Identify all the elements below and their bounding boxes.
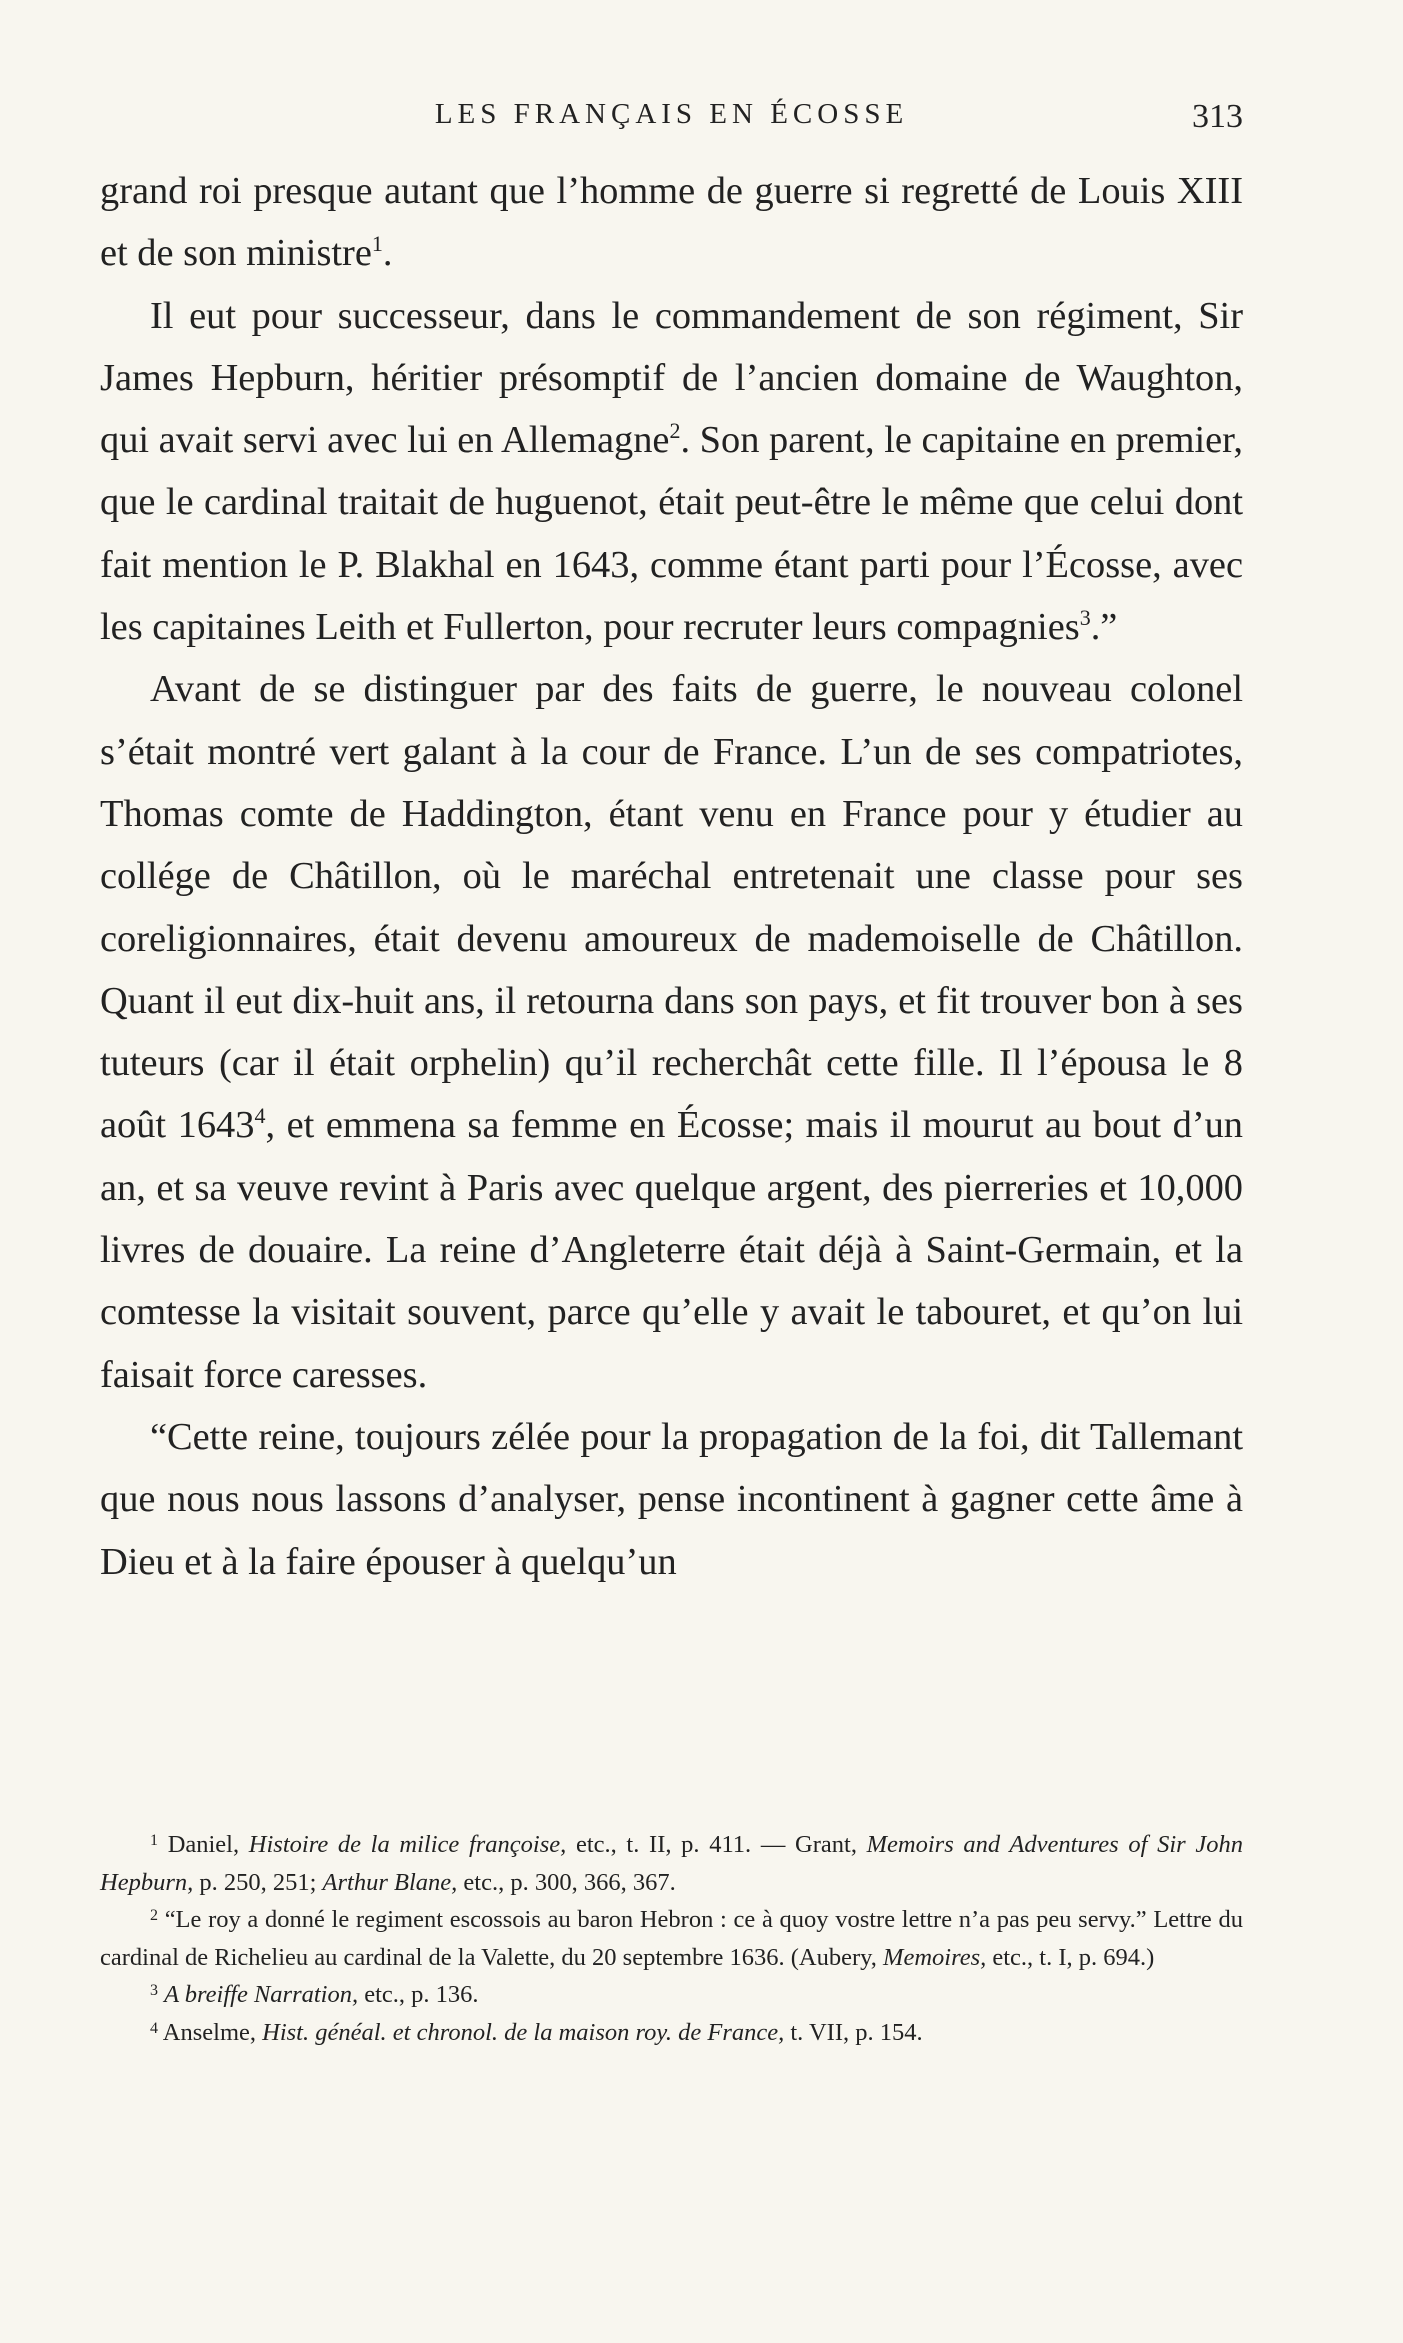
paragraph-text: “Cette reine, toujours zélée pour la propagation de la foi, dit Tallemant que nous nous lassons d’analyser, pense incontinent à gagner cette âme à Dieu et à la faire épouser à quelqu’un — [100, 1415, 1243, 1583]
paragraph — [100, 160, 1243, 285]
paragraph-text: Avant de se distinguer par des faits de guerre, le nouveau colonel s’était montré vert galant à la cour de France. L’un de ses compatriotes, Thomas comte de Haddington, étant venu en France pour y étudier au collége de Châtillon, où le maréchal entretenait une classe pour ses coreligionnaires, était devenu amoureux de mademoiselle de Châtillon. Quant il eut dix-huit ans, il retourna dans son pays, et fit trouver bon à ses tuteurs (car il était orphelin) qu’il recherchât cette fille. Il l’épousa le 8 août 1643 — [100, 668, 1243, 1147]
paragraph-text: .” — [1090, 606, 1118, 649]
footnote-title: Hist. généal. et chronol. de la maison roy. de France, — [262, 2018, 785, 2046]
footnotes — [100, 1826, 1243, 2051]
paragraph-text: Il eut pour successeur, dans le commandement de son régiment, Sir James Hepburn, héritier présomptif de l’ancien domaine de Waughton, qui avait servi avec lui en Allemagne — [100, 294, 1243, 462]
footnote — [100, 1976, 1243, 2014]
paragraph — [100, 658, 1243, 1406]
footnote — [100, 1901, 1243, 1976]
footnote-number: 1 — [150, 1832, 158, 1849]
paragraph — [100, 285, 1243, 659]
footnote-text: Daniel, — [167, 1831, 249, 1858]
footnote-ref: 1 — [371, 231, 383, 257]
footnote-title: Arthur Blane, — [322, 1868, 458, 1896]
footnote-title: Histoire de la milice françoise, — [248, 1831, 567, 1858]
paragraph-text: . Son parent, le capitaine en premier, que le cardinal traitait de huguenot, était peut-être le même que celui dont fait mention le P. Blakhal en 1643, comme étant parti pour l’Écosse, avec les capitaines Leith et Fullerton, pour recruter leurs compagnies — [100, 419, 1243, 649]
footnote-ref: 3 — [1079, 605, 1091, 631]
footnote-ref: 4 — [254, 1103, 266, 1129]
footnote-ref: 2 — [669, 418, 681, 444]
footnote-text: p. 250, 251; — [193, 1868, 323, 1896]
main-text — [100, 160, 1243, 1593]
footnote-title: Memoirs and Adventures of Sir John Hepburn, — [100, 1831, 1243, 1896]
paragraph-text: . — [382, 232, 393, 275]
footnote-text: “Le roy a donné le regiment escossois au baron Hebron : ce à quoy vostre lettre n’a pas peu servy.” Lettre du cardinal de Richelieu au cardinal de la Valette, du 20 septembre 1636. (Aubery, — [100, 1906, 1243, 1971]
footnote-text: etc., p. 300, 366, 367. — [457, 1868, 676, 1896]
running-title: LES FRANÇAIS EN ÉCOSSE — [434, 98, 909, 130]
footnote — [100, 2014, 1243, 2052]
footnote — [100, 1826, 1243, 1901]
paragraph-text: , et emmena sa femme en Écosse; mais il mourut au bout d’un an, et sa veuve revint à Paris avec quelque argent, des pierreries et 10,000 livres de douaire. La reine d’Angleterre était déjà à Saint-Germain, et la comtesse la visitait souvent, parce qu’elle y avait le tabouret, et qu’on lui faisait force caresses. — [100, 1104, 1243, 1396]
footnote-text: etc., t. I, p. 694.) — [986, 1943, 1155, 1971]
footnote-number: 3 — [150, 1982, 158, 1999]
footnote-number: 4 — [150, 2019, 158, 2037]
footnote-text: Anselme, — [162, 2018, 263, 2046]
footnote-text: etc., p. 136. — [358, 1981, 479, 2008]
paragraph-text: grand roi presque autant que l’homme de guerre si regretté de Louis XIII et de son ministre — [100, 170, 1243, 275]
footnote-title: Memoires, — [883, 1943, 987, 1971]
footnote-title: A breiffe Narration, — [164, 1981, 359, 2008]
footnote-number: 2 — [150, 1907, 158, 1924]
footnote-text: t. VII, p. 154. — [784, 2018, 923, 2046]
page-number: 313 — [1192, 98, 1243, 135]
footnote-text: etc., t. II, p. 411. — Grant, — [566, 1831, 867, 1858]
running-header — [100, 98, 1243, 142]
paragraph — [100, 1406, 1243, 1593]
